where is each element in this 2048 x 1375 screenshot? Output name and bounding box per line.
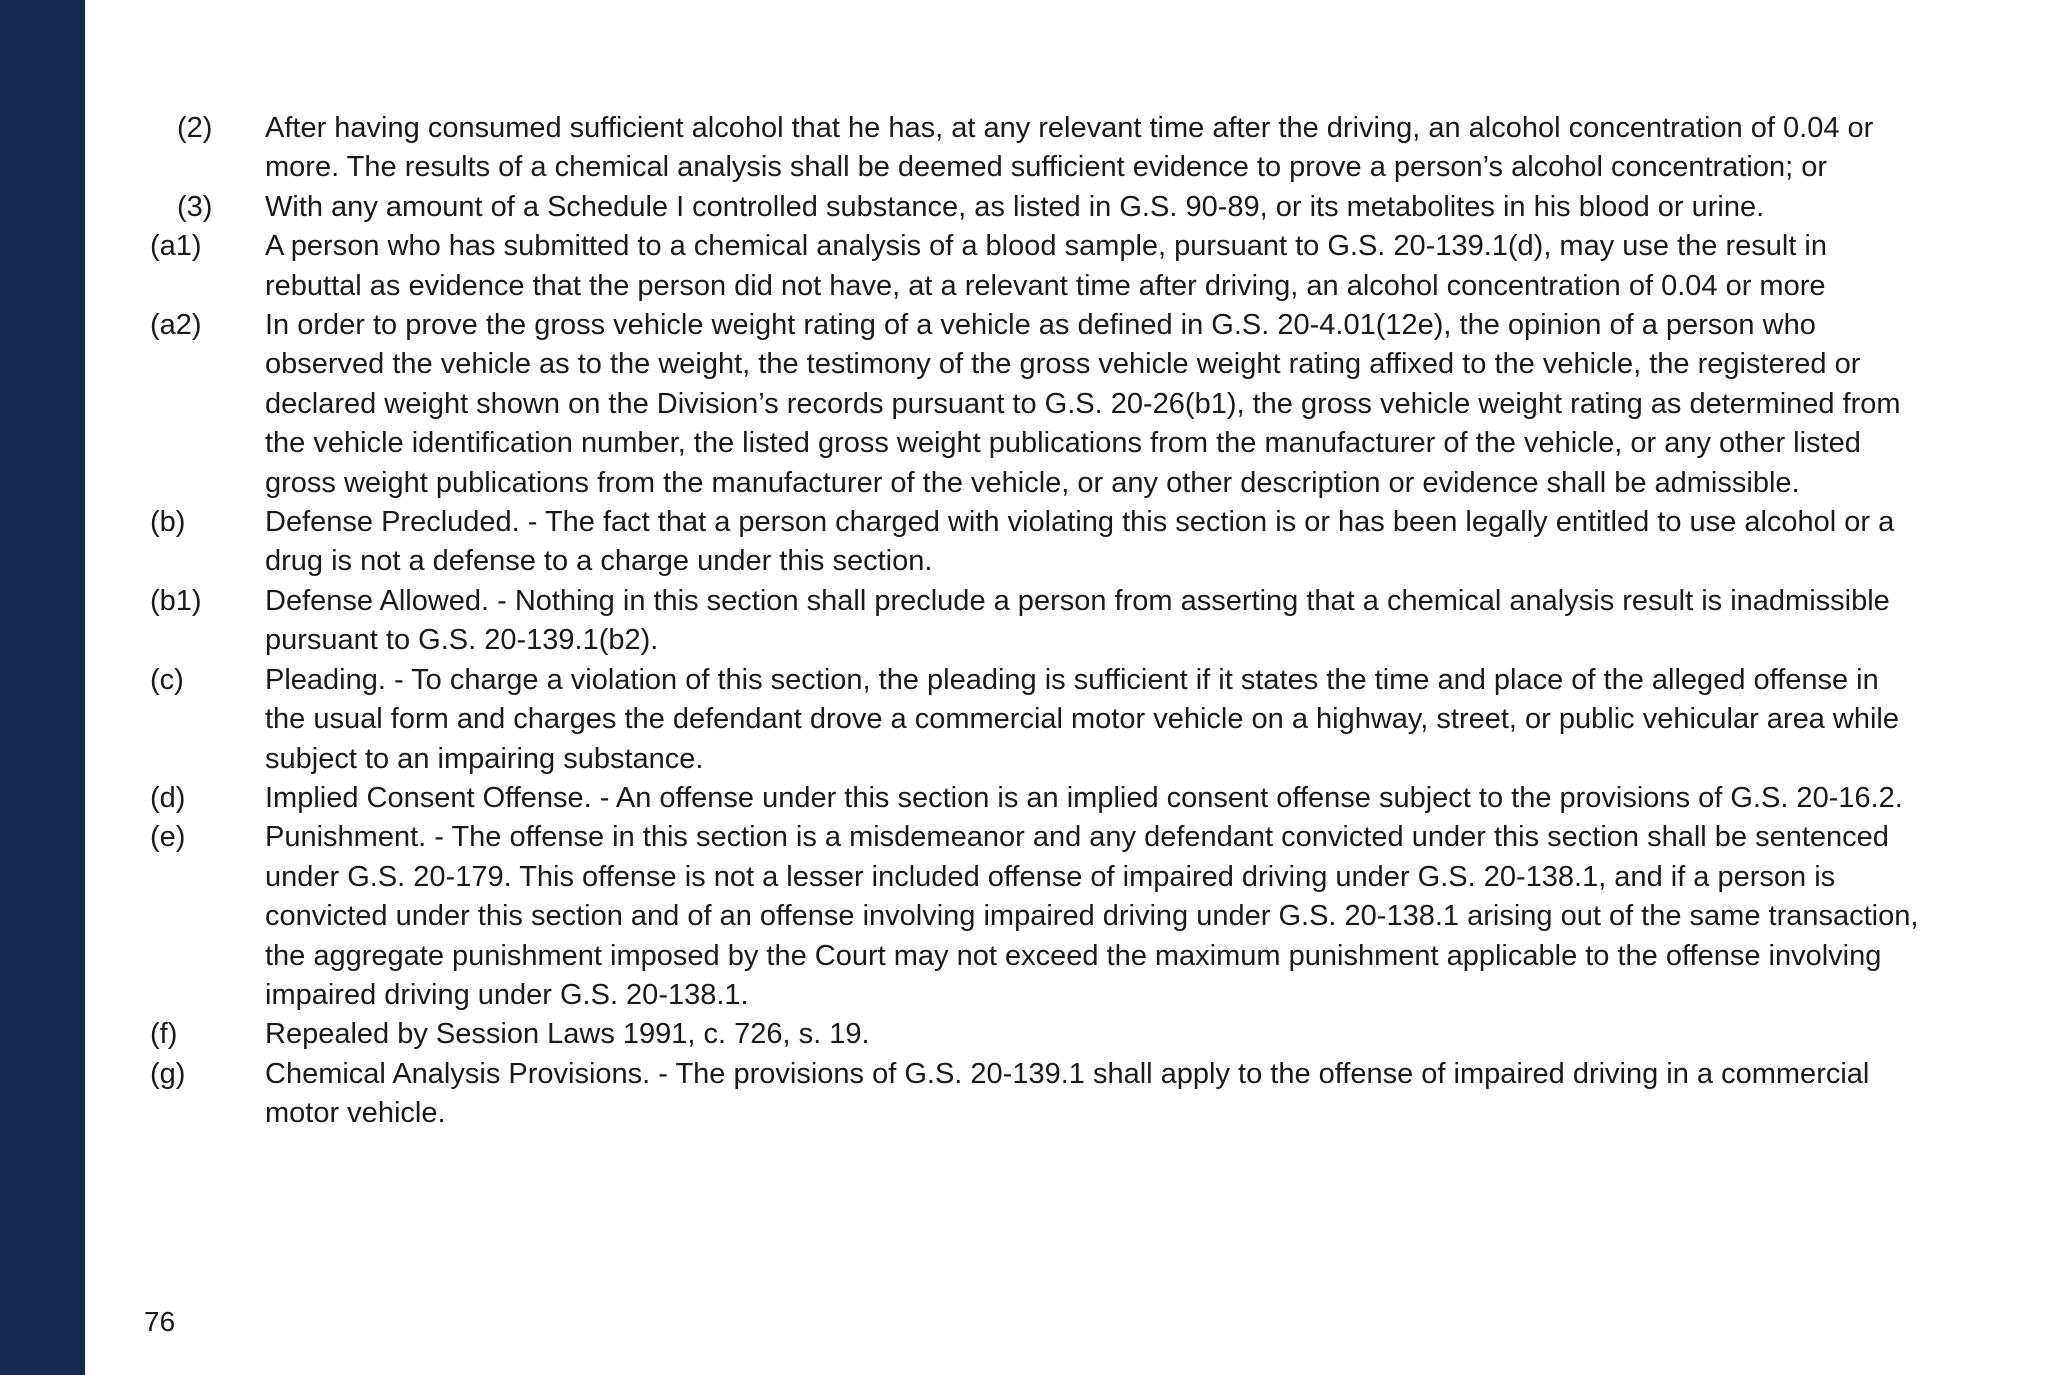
provision-text: Implied Consent Offense. - An offense under this section is an implied consent offense subject to the provisions of G.S. 20-16.2. bbox=[265, 781, 1903, 814]
provision-text: In order to prove the gross vehicle weight rating of a vehicle as defined in G.S. 20-4.01(12e), the opinion of a person who observed the vehicle as to the weight, the testimony of the gross vehicle weight rating affixed to the vehicle, the registered or declared weight shown on the Division’s records pursuant to G.S. 20-26(b1), the gross vehicle weight rating as determined from the vehicle identification number, the listed gross weight publications from the manufacturer of the vehicle, or any other listed gross weight publications from the manufacturer of the vehicle, or any other description or evidence shall be admissible. bbox=[265, 309, 1901, 499]
provision-label: (d) bbox=[150, 781, 186, 814]
provision-text: Repealed by Session Laws 1991, c. 726, s. 19. bbox=[265, 1018, 870, 1051]
provision-item bbox=[150, 503, 1920, 582]
provision-label: (a1) bbox=[150, 230, 202, 263]
provision-item bbox=[150, 779, 1920, 818]
provision-label: (f) bbox=[150, 1018, 178, 1051]
provision-item bbox=[150, 661, 1920, 779]
provision-item bbox=[150, 1015, 1920, 1054]
provision-text: With any amount of a Schedule I controlled substance, as listed in G.S. 90-89, or its metabolites in his blood or urine. bbox=[265, 190, 1765, 223]
provision-item bbox=[150, 306, 1920, 503]
provision-label: (3) bbox=[177, 190, 213, 223]
provision-item bbox=[150, 109, 1920, 188]
provision-item bbox=[150, 227, 1920, 306]
page-number: 76 bbox=[144, 1306, 176, 1337]
provision-label: (g) bbox=[150, 1057, 186, 1090]
provision-label: (2) bbox=[177, 112, 213, 144]
provision-text: Punishment. - The offense in this section is a misdemeanor and any defendant convicted under this section shall be sentenced under G.S. 20-179. This offense is not a lesser included offense of impaired driving under G.S. 20-138.1, and if a person is convicted under this section and of an offense involving impaired driving under G.S. 20-138.1 arising out of the same transaction, the aggregate punishment imposed by the Court may not exceed the maximum punishment applicable to the offense involving impaired driving under G.S. 20-138.1. bbox=[265, 821, 1919, 1011]
provision-text: Defense Precluded. - The fact that a person charged with violating this section is or has been legally entitled to use alcohol or a drug is not a defense to a charge under this section. bbox=[265, 506, 1895, 578]
provision-item bbox=[150, 188, 1920, 227]
provision-label: (c) bbox=[150, 663, 184, 696]
provision-label: (a2) bbox=[150, 309, 202, 342]
provision-label: (e) bbox=[150, 821, 186, 854]
provision-label: (b1) bbox=[150, 584, 202, 617]
provision-text: A person who has submitted to a chemical analysis of a blood sample, pursuant to G.S. 20-139.1(d), may use the result in rebuttal as evidence that the person did not have, at a relevant time after driving, an alcohol concentration of 0.04 or more bbox=[265, 230, 1828, 302]
provision-item bbox=[150, 1055, 1920, 1134]
provision-item bbox=[150, 818, 1920, 1015]
sidebar-band bbox=[0, 0, 85, 1375]
statute-text bbox=[150, 109, 1920, 1134]
provision-text: Chemical Analysis Provisions. - The provisions of G.S. 20-139.1 shall apply to the offense of impaired driving in a commercial motor vehicle. bbox=[265, 1057, 1870, 1130]
provision-item bbox=[150, 582, 1920, 661]
provision-label: (b) bbox=[150, 506, 186, 539]
provision-text: Pleading. - To charge a violation of this section, the pleading is sufficient if it states the time and place of the alleged offense in the usual form and charges the defendant drove a commercial motor vehicle on a highway, street, or public vehicular area while subject to an impairing substance. bbox=[265, 663, 1899, 775]
provision-text: Defense Allowed. - Nothing in this section shall preclude a person from asserting that a chemical analysis result is inadmissible pursuant to G.S. 20-139.1(b2). bbox=[265, 584, 1890, 657]
provision-text: After having consumed sufficient alcohol that he has, at any relevant time after the driving, an alcohol concentration of 0.04 or more. The results of a chemical analysis shall be deemed sufficient evidence to prove a person’s alcohol concentration; or bbox=[265, 112, 1874, 184]
